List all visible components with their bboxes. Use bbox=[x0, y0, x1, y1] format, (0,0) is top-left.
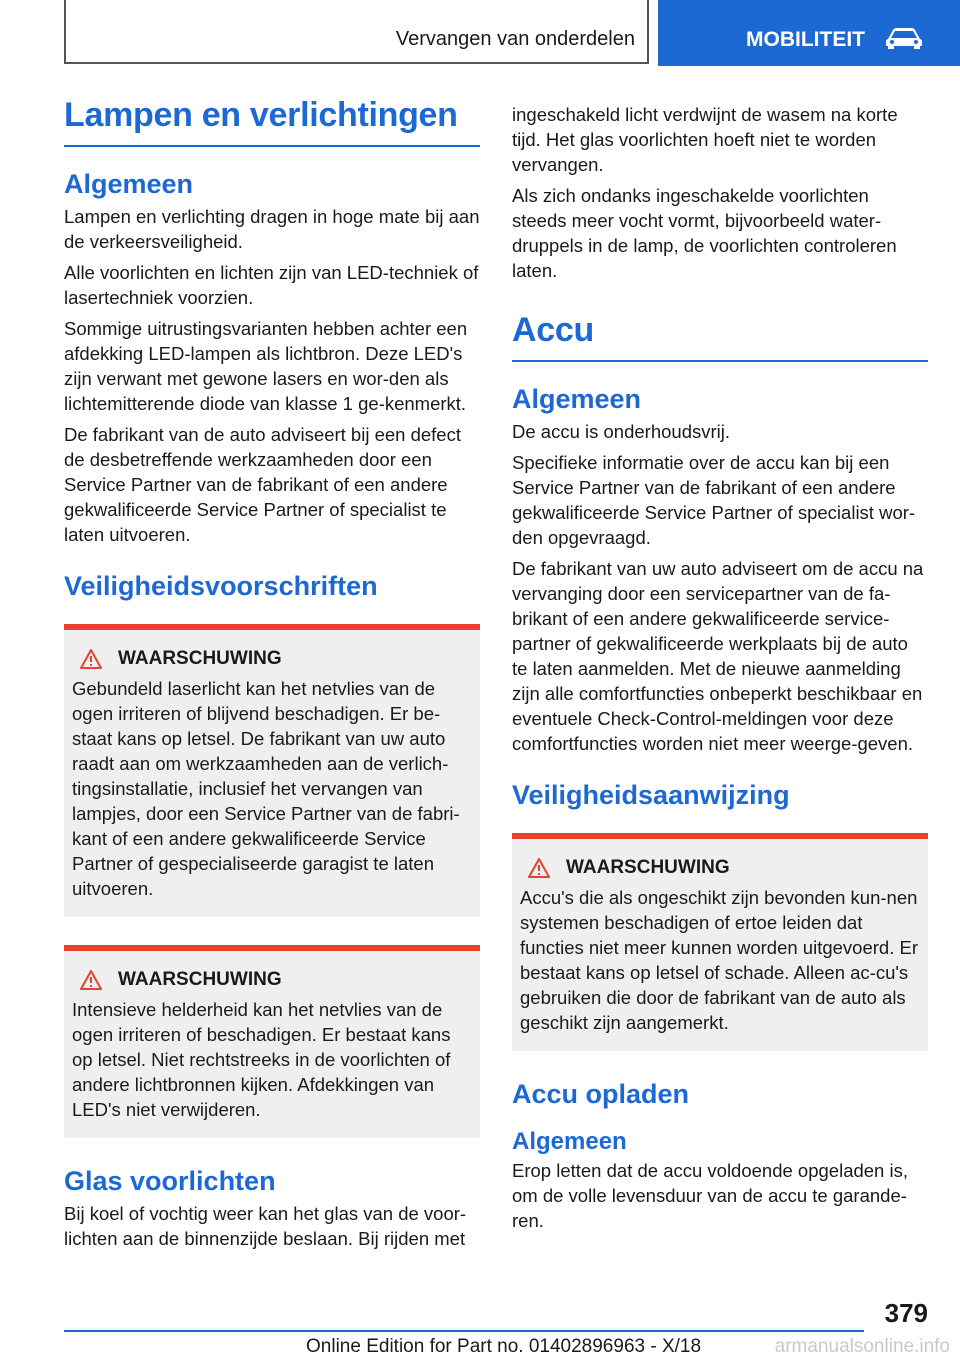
battery-general-heading: Algemeen bbox=[512, 384, 642, 414]
header-chapter-tab[interactable] bbox=[658, 0, 960, 66]
paragraph: Als zich ondanks ingeschakelde voorlichten steeds meer vocht vormt, bijvoorbeeld water-druppels in de lamp, de voorlichten controleren laten. bbox=[512, 185, 897, 281]
glass-heading: Glas voorlichten bbox=[64, 1166, 276, 1196]
charging-heading: Accu opladen bbox=[512, 1079, 690, 1109]
paragraph: Alle voorlichten en lichten zijn van LED-techniek of lasertechniek voorzien. bbox=[64, 262, 479, 308]
footer-divider bbox=[64, 1330, 864, 1332]
warning-text: Accu's die als ongeschikt zijn bevonden kun-nen systemen beschadigen of ertoe leiden dat functies niet meer kunnen worden uitgevoerd. Er bestaat kans op letsel of schade. Alleen ac-cu's gebruiken die door de fabrikant van de auto als geschikt zijn aangemerkt. bbox=[520, 887, 918, 1033]
warning-box bbox=[64, 624, 480, 917]
warning-triangle-icon bbox=[528, 858, 550, 878]
paragraph: Lampen en verlichting dragen in hoge mate bij aan de verkeersveiligheid. bbox=[64, 206, 480, 252]
lamps-general-heading: Algemeen bbox=[64, 169, 194, 199]
paragraph: De fabrikant van uw auto adviseert om de accu na vervanging door een servicepartner van de fa-brikant of een andere gekwalificeerde service-partner of gekwalificeerde werkplaats bij de auto te laten aanmelden. Met de nieuwe aanmelding zijn alle comfortfuncties onbeperkt beschikbaar en eventuele Check-Control-meldingen voor deze comfortfuncties worden niet meer weerge-geven. bbox=[512, 558, 924, 754]
section-title: Vervangen van onderdelen bbox=[395, 28, 635, 50]
paragraph: Erop letten dat de accu voldoende opgeladen is, om de volle levensduur van de accu te garande-ren. bbox=[512, 1160, 908, 1231]
lamps-safety-heading: Veiligheidsvoorschriften bbox=[64, 571, 378, 601]
warning-box bbox=[512, 833, 928, 1051]
car-icon bbox=[884, 27, 924, 49]
paragraph: Bij koel of vochtig weer kan het glas van de voor-lichten aan de binnenzijde beslaan. Bij rijden met bbox=[64, 1203, 467, 1249]
warning-text: Gebundeld laserlicht kan het netvlies van de ogen irriteren of blijvend beschadigen. Er be-staat kans op letsel. De fabrikant van uw auto raadt aan om werkzaamheden aan de verlich-tingsinstallatie, inclusief het vervangen van lampjes, door een Service Partner van de fabri-kant of een andere gekwalificeerde Service Partner of gespecialiseerde garagist te laten uitvoeren. bbox=[72, 678, 460, 899]
lamps-title: Lampen en verlichtingen bbox=[64, 96, 480, 147]
paragraph: De fabrikant van de auto adviseert bij een defect de desbetreffende werkzaamheden door een Service Partner van de fabrikant of een andere gekwalificeerde Service Partner of specialist te laten uitvoeren. bbox=[64, 424, 461, 545]
page-number: 379 bbox=[884, 1298, 928, 1328]
charging-subheading: Algemeen bbox=[512, 1128, 627, 1155]
battery-title: Accu bbox=[512, 311, 928, 362]
left-column bbox=[64, 96, 480, 1257]
battery-safety-heading: Veiligheidsaanwijzing bbox=[512, 780, 790, 810]
paragraph: De accu is onderhoudsvrij. bbox=[512, 421, 730, 442]
warning-title: WAARSCHUWING bbox=[566, 857, 730, 878]
footer-edition: Online Edition for Part no. 01402896963 - X/18 bbox=[306, 1336, 702, 1357]
warning-title: WAARSCHUWING bbox=[118, 648, 282, 669]
watermark: armanualsonline.info bbox=[774, 1336, 950, 1357]
header-section-title bbox=[64, 0, 649, 64]
paragraph: Sommige uitrustingsvarianten hebben achter een afdekking LED-lampen als lichtbron. Deze LED's zijn verwant met gewone lasers en wor-den als lichtemitterende diode van klasse 1 ge-kenmerkt. bbox=[64, 318, 468, 414]
warning-box bbox=[64, 945, 480, 1138]
warning-triangle-icon bbox=[80, 649, 102, 669]
paragraph: ingeschakeld licht verdwijnt de wasem na korte tijd. Het glas voorlichten hoeft niet te worden vervangen. bbox=[512, 104, 898, 175]
right-column bbox=[512, 102, 928, 1239]
warning-title: WAARSCHUWING bbox=[118, 969, 282, 990]
warning-triangle-icon bbox=[80, 970, 102, 990]
paragraph: Specifieke informatie over de accu kan bij een Service Partner van de fabrikant of een andere gekwalificeerde Service Partner of specialist wor-den opgevraagd. bbox=[512, 452, 916, 548]
chapter-label: MOBILITEIT bbox=[746, 28, 865, 51]
warning-text: Intensieve helderheid kan het netvlies van de ogen irriteren of beschadigen. Er bestaat kans op letsel. Niet rechtstreeks in de voorlichten of andere lichtbronnen kijken. Afdekkingen van LED's niet verwijderen. bbox=[72, 999, 451, 1120]
